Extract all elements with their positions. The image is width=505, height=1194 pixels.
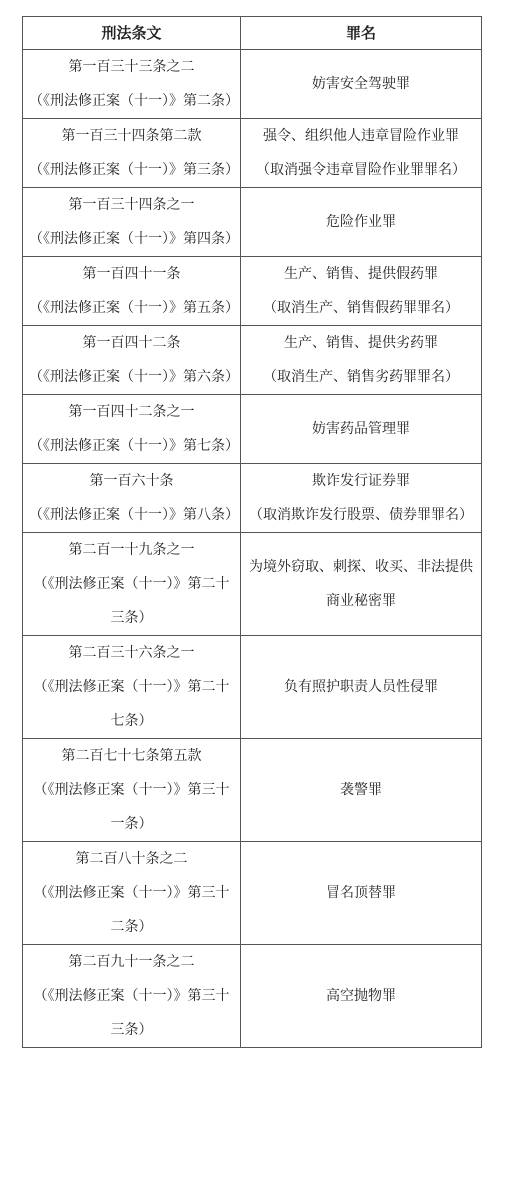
- crime-text: 欺诈发行证券罪: [312, 473, 410, 489]
- article-cell: [23, 257, 241, 326]
- crime-cell: [241, 257, 482, 326]
- crime-cell: [241, 945, 482, 1048]
- crime-text: 强令、组织他人违章冒险作业罪: [263, 128, 459, 144]
- table-row: [23, 188, 482, 257]
- table-row: [23, 464, 482, 533]
- table-row: [23, 739, 482, 842]
- crime-text: （取消欺诈发行股票、债券罪罪名）: [249, 507, 473, 523]
- article-text: 第二百三十六条之一: [68, 645, 195, 661]
- crime-cell: [241, 739, 482, 842]
- article-cell: [23, 842, 241, 945]
- crime-text: 妨害药品管理罪: [312, 421, 410, 437]
- crime-text: 生产、销售、提供劣药罪: [284, 335, 438, 351]
- article-text: （《刑法修正案（十一）》第六条）: [29, 369, 239, 385]
- article-text: 第一百四十二条之一: [68, 404, 195, 420]
- article-text: （《刑法修正案（十一）》第三十二条）: [33, 885, 230, 935]
- article-text: （《刑法修正案（十一）》第二十七条）: [33, 679, 230, 729]
- table-row: [23, 326, 482, 395]
- table-body: [23, 50, 482, 1048]
- column-header-crime: 罪名: [241, 17, 482, 50]
- crime-text: （取消生产、销售假药罪罪名）: [263, 300, 459, 316]
- article-cell: [23, 119, 241, 188]
- article-text: （《刑法修正案（十一）》第二十三条）: [33, 576, 230, 626]
- article-text: 第一百三十四条第二款: [61, 128, 202, 144]
- crime-cell: [241, 533, 482, 636]
- article-text: 第一百六十条: [89, 473, 174, 489]
- column-header-article: 刑法条文: [23, 17, 241, 50]
- article-text: （《刑法修正案（十一）》第四条）: [29, 231, 239, 247]
- article-text: 第二百八十条之二: [75, 851, 188, 867]
- article-cell: [23, 395, 241, 464]
- article-cell: [23, 945, 241, 1048]
- article-text: （《刑法修正案（十一）》第八条）: [29, 507, 239, 523]
- table-row: [23, 636, 482, 739]
- article-cell: [23, 50, 241, 119]
- crime-text: 袭警罪: [340, 782, 382, 798]
- article-text: （《刑法修正案（十一）》第三十一条）: [33, 782, 230, 832]
- crime-text: （取消强令违章冒险作业罪罪名）: [256, 162, 466, 178]
- article-text: 第一百三十四条之一: [68, 197, 195, 213]
- crime-cell: [241, 842, 482, 945]
- crime-cell: [241, 464, 482, 533]
- table-row: [23, 842, 482, 945]
- article-text: （《刑法修正案（十一）》第五条）: [29, 300, 239, 316]
- article-cell: [23, 739, 241, 842]
- table-row: [23, 395, 482, 464]
- crime-text: （取消生产、销售劣药罪罪名）: [263, 369, 459, 385]
- crime-cell: [241, 636, 482, 739]
- table-row: [23, 533, 482, 636]
- article-cell: [23, 533, 241, 636]
- crime-text: 商业秘密罪: [326, 593, 396, 609]
- crime-text: 负有照护职责人员性侵罪: [284, 679, 438, 695]
- crime-cell: [241, 326, 482, 395]
- article-cell: [23, 464, 241, 533]
- table-row: [23, 257, 482, 326]
- crime-table: [22, 16, 482, 1048]
- table-header-row: [23, 17, 482, 50]
- article-text: 第一百三十三条之二: [68, 59, 195, 75]
- crime-cell: [241, 188, 482, 257]
- crime-text: 危险作业罪: [326, 214, 396, 230]
- crime-text: 生产、销售、提供假药罪: [284, 266, 438, 282]
- table-row: [23, 50, 482, 119]
- article-cell: [23, 636, 241, 739]
- article-text: 第一百四十二条: [82, 335, 181, 351]
- article-cell: [23, 188, 241, 257]
- crime-cell: [241, 50, 482, 119]
- crime-text: 高空抛物罪: [326, 988, 396, 1004]
- crime-text: 冒名顶替罪: [326, 885, 396, 901]
- article-text: （《刑法修正案（十一）》第三条）: [29, 162, 239, 178]
- article-text: （《刑法修正案（十一）》第三十三条）: [33, 988, 230, 1038]
- crime-cell: [241, 395, 482, 464]
- article-text: 第二百七十七条第五款: [61, 748, 202, 764]
- article-text: （《刑法修正案（十一）》第七条）: [29, 438, 239, 454]
- crime-text: 为境外窃取、刺探、收买、非法提供: [249, 559, 473, 575]
- article-text: （《刑法修正案（十一）》第二条）: [29, 93, 239, 109]
- table-row: [23, 119, 482, 188]
- crime-cell: [241, 119, 482, 188]
- article-text: 第二百一十九条之一: [68, 542, 195, 558]
- table-row: [23, 945, 482, 1048]
- article-text: 第二百九十一条之二: [68, 954, 195, 970]
- article-text: 第一百四十一条: [82, 266, 181, 282]
- article-cell: [23, 326, 241, 395]
- crime-text: 妨害安全驾驶罪: [312, 76, 410, 92]
